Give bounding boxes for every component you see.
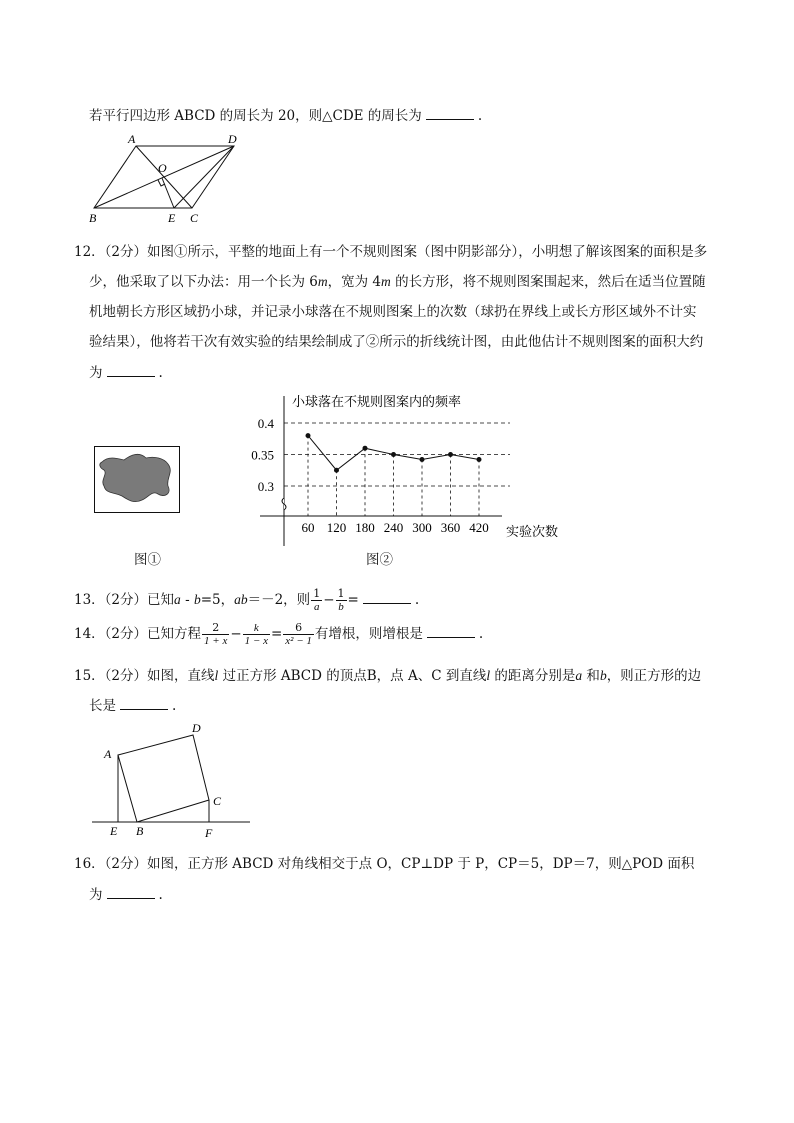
y-tick-label: 0.4 bbox=[257, 416, 274, 431]
answer-blank-q11[interactable] bbox=[426, 105, 474, 120]
label-e: E bbox=[110, 824, 118, 838]
answer-blank-q13[interactable] bbox=[363, 589, 411, 604]
shaded-pattern bbox=[100, 454, 170, 501]
segment-ed bbox=[174, 146, 234, 208]
fraction-1-over-b: $\frac{1}{b}$ bbox=[337, 587, 345, 613]
label-c: C bbox=[190, 211, 199, 225]
data-point bbox=[477, 457, 482, 462]
label-b: B bbox=[136, 824, 144, 838]
y-tick-label: 0.3 bbox=[257, 479, 274, 494]
q15-line1: 15．（2分）如图，直线l 过正方形 ABCD 的顶点B，点 A、C 到直线l 的距离分别是a 和b，则正方形的边 bbox=[74, 668, 702, 684]
data-point bbox=[448, 452, 453, 457]
answer-blank-q12[interactable] bbox=[107, 362, 155, 377]
label-o: O bbox=[158, 161, 167, 175]
data-point bbox=[420, 457, 425, 462]
label-a: A bbox=[128, 132, 136, 146]
label-f: F bbox=[205, 826, 213, 840]
x-tick-label: 120 bbox=[326, 520, 347, 535]
x-tick-label: 420 bbox=[469, 520, 489, 535]
label-d: D bbox=[228, 132, 237, 146]
perpendicular-oe bbox=[162, 178, 174, 208]
fig1-caption: 图① bbox=[134, 552, 161, 568]
answer-blank-q16[interactable] bbox=[107, 884, 155, 899]
label-a: A bbox=[104, 747, 112, 761]
q16-line1: 16．（2分）如图，正方形 ABCD 对角线相交于点 O，CP⊥DP 于 P，CP＝5，DP＝7，则△POD 面积 bbox=[74, 856, 695, 872]
q11-parallelogram-figure bbox=[86, 130, 246, 225]
q11-text: 若平行四边形 ABCD 的周长为 20，则△CDE 的周长为 . bbox=[89, 104, 482, 124]
q14-text: 14．（2分）已知方程 $\frac{2}{1 + x}$ − $\frac{k}{1 - x}$ = $\frac{6}{\text{x² − 1}}$ 有增根，则增根是 . bbox=[74, 621, 484, 647]
fig2-frequency-line-chart bbox=[240, 388, 580, 553]
q15-square-figure bbox=[90, 718, 255, 840]
q12-line1: 12．（2分）如图①所示，平整的地面上有一个不规则图案（图中阴影部分），小明想了解该图案的面积是多 bbox=[74, 244, 708, 260]
fraction-1-over-a: $\frac{1}{a}$ bbox=[313, 587, 321, 613]
answer-blank-q15[interactable] bbox=[120, 695, 168, 710]
label-c: C bbox=[213, 794, 222, 808]
x-tick-label: 300 bbox=[412, 520, 432, 535]
y-tick-label: 0.35 bbox=[251, 447, 274, 463]
fig2-caption: 图② bbox=[366, 552, 393, 568]
q16-line2: 为 . bbox=[89, 883, 163, 903]
data-point bbox=[391, 452, 396, 457]
q12-line3: 机地朝长方形区域扔小球，并记录小球落在不规则图案上的次数（球扔在界线上或长方形区域外不计实 bbox=[89, 304, 697, 320]
fraction-k-over-1-minus-x: $\frac{k}{1 - x}$ bbox=[244, 622, 268, 647]
q13-text: 13．（2分）已知a - b=5，ab＝－2，则 $\frac{1}{a}$ − $\frac{1}{b}$ = . bbox=[74, 587, 420, 613]
x-tick-label: 180 bbox=[355, 520, 375, 535]
label-d: D bbox=[192, 721, 201, 735]
chart-title: 小球落在不规则图案内的频率 bbox=[292, 394, 462, 409]
x-axis-label: 实验次数 bbox=[506, 524, 559, 539]
q12-line2: 少，他采取了以下办法：用一个长为 6m，宽为 4m 的长方形，将不规则图案围起来，然后在适当位置随 bbox=[89, 274, 706, 290]
answer-blank-q14[interactable] bbox=[427, 623, 475, 638]
data-point bbox=[306, 433, 311, 438]
data-point bbox=[363, 446, 368, 451]
x-tick-label: 60 bbox=[301, 520, 315, 535]
axis-break bbox=[282, 498, 286, 510]
q15-line2: 长是 . bbox=[89, 694, 176, 714]
label-b: B bbox=[89, 211, 97, 225]
fig1-irregular-shape bbox=[94, 446, 184, 516]
fraction-6-over-x2-minus-1: $\frac{6}{\text{x² − 1}}$ bbox=[285, 621, 312, 647]
q12-line5: 为 . bbox=[89, 361, 163, 381]
label-e: E bbox=[168, 211, 176, 225]
x-tick-label: 360 bbox=[440, 520, 461, 535]
q12-line4: 验结果），他将若干次有效实验的结果绘制成了②所示的折线统计图，由此他估计不规则图案的面积大约 bbox=[89, 334, 704, 350]
x-tick-label: 240 bbox=[383, 520, 404, 535]
data-point bbox=[334, 468, 339, 473]
fraction-2-over-1-plus-x: $\frac{2}{1 + x}$ bbox=[204, 621, 228, 647]
square-abcd bbox=[118, 735, 209, 822]
